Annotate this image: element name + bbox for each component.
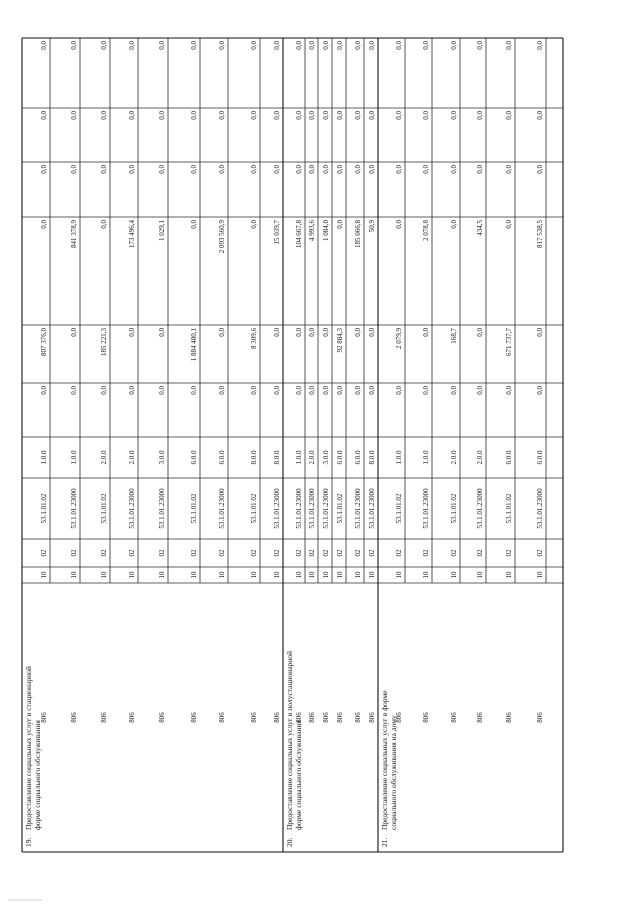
- value-col-1: 0,0: [322, 386, 330, 395]
- subsection-code: 02: [295, 549, 303, 557]
- value-col-3: 4 993,6: [308, 220, 316, 241]
- glav-code: 806: [190, 712, 198, 723]
- expense-type-code: 1.0.0: [422, 450, 430, 465]
- value-col-2: 168,7: [450, 328, 458, 344]
- value-col-1: 0,0: [450, 386, 458, 395]
- value-col-1: 0,0: [190, 386, 198, 395]
- section-code: 10: [395, 571, 403, 579]
- value-col-6: 0,0: [218, 41, 226, 50]
- value-col-1: 0,0: [308, 386, 316, 395]
- value-col-6: 0,0: [322, 41, 330, 50]
- value-col-6: 0,0: [100, 41, 108, 50]
- subsection-code: 02: [336, 549, 344, 557]
- expense-type-code: 6.0.0: [190, 450, 198, 465]
- value-col-3: 0,0: [100, 220, 108, 229]
- expense-type-code: 6.0.0: [336, 450, 344, 465]
- target-article-code: 53.1.01.02: [395, 493, 403, 524]
- value-col-1: 0,0: [354, 386, 362, 395]
- expense-type-code: 8.0.0: [368, 450, 376, 465]
- expense-type-code: 8.0.0: [250, 450, 258, 465]
- target-article-code: 53.1.01.02: [40, 493, 48, 524]
- expense-type-code: 6.0.0: [218, 450, 226, 465]
- value-col-6: 0,0: [70, 41, 78, 50]
- value-col-3: 817 538,5: [536, 220, 544, 248]
- target-article-code: 53.1.01.23000: [158, 488, 166, 529]
- section-code: 10: [368, 571, 376, 579]
- value-col-1: 0,0: [422, 386, 430, 395]
- section-code: 10: [536, 571, 544, 579]
- value-col-3: 173 496,4: [128, 220, 136, 248]
- value-col-6: 0,0: [395, 41, 403, 50]
- target-article-code: 53.1.01.23000: [295, 488, 303, 529]
- value-col-5: 0,0: [395, 111, 403, 120]
- value-col-2: 185 221,3: [100, 328, 108, 356]
- value-col-5: 0,0: [368, 111, 376, 120]
- value-col-2: 0,0: [422, 328, 430, 337]
- value-col-3: 1 084,0: [322, 220, 330, 241]
- glav-code: 806: [505, 712, 513, 723]
- glav-code: 806: [40, 712, 48, 723]
- section-title-line: Предоставление социальных услуг в стационарной: [24, 666, 33, 830]
- section-code: 10: [218, 571, 226, 579]
- target-article-code: 53.1.01.23000: [322, 488, 330, 529]
- expense-type-code: 3.0.0: [322, 450, 330, 465]
- value-col-1: 0,0: [273, 386, 281, 395]
- value-col-3: 0,0: [250, 220, 258, 229]
- value-col-6: 0,0: [336, 41, 344, 50]
- target-article-code: 53.1.01.23000: [354, 488, 362, 529]
- subsection-code: 02: [128, 549, 136, 557]
- value-col-4: 0,0: [250, 165, 258, 174]
- subsection-code: 02: [218, 549, 226, 557]
- value-col-1: 0,0: [40, 386, 48, 395]
- subsection-code: 02: [322, 549, 330, 557]
- value-col-5: 0,0: [273, 111, 281, 120]
- expense-type-code: 3.0.0: [158, 450, 166, 465]
- target-article-code: 53.1.01.23000: [368, 488, 376, 529]
- subsection-code: 02: [273, 549, 281, 557]
- glav-code: 806: [128, 712, 136, 723]
- section-title-line: Предоставление социальных услуг в форме: [380, 690, 389, 830]
- expense-type-code: 8.0.0: [273, 450, 281, 465]
- glav-code: 806: [100, 712, 108, 723]
- value-col-5: 0,0: [322, 111, 330, 120]
- value-col-4: 0,0: [354, 165, 362, 174]
- subsection-code: 02: [422, 549, 430, 557]
- value-col-5: 0,0: [505, 111, 513, 120]
- value-col-4: 0,0: [476, 165, 484, 174]
- value-col-6: 0,0: [476, 41, 484, 50]
- value-col-5: 0,0: [250, 111, 258, 120]
- value-col-6: 0,0: [450, 41, 458, 50]
- value-col-2: 807 376,0: [40, 328, 48, 356]
- value-col-6: 0,0: [158, 41, 166, 50]
- value-col-3: 841 378,9: [70, 220, 78, 248]
- value-col-2: 0,0: [354, 328, 362, 337]
- glav-code: 806: [536, 712, 544, 723]
- value-col-2: 0,0: [308, 328, 316, 337]
- subsection-code: 02: [250, 549, 258, 557]
- value-col-3: 15 039,7: [273, 220, 281, 245]
- value-col-4: 0,0: [190, 165, 198, 174]
- value-col-2: 92 884,3: [336, 328, 344, 353]
- expense-type-code: 6.0.0: [536, 450, 544, 465]
- glav-code: 806: [308, 712, 316, 723]
- section-code: 10: [336, 571, 344, 579]
- value-col-3: 104 667,8: [295, 220, 303, 248]
- target-article-code: 53.1.01.02: [450, 493, 458, 524]
- value-col-6: 0,0: [40, 41, 48, 50]
- value-col-6: 0,0: [368, 41, 376, 50]
- value-col-4: 0,0: [295, 165, 303, 174]
- glav-code: 806: [250, 712, 258, 723]
- value-col-4: 0,0: [273, 165, 281, 174]
- subsection-code: 02: [450, 549, 458, 557]
- value-col-3: 0,0: [190, 220, 198, 229]
- value-col-2: 0,0: [218, 328, 226, 337]
- section-code: 10: [422, 571, 430, 579]
- expense-type-code: 1.0.0: [295, 450, 303, 465]
- target-article-code: 53.1.01.23000: [273, 488, 281, 529]
- value-col-4: 0,0: [40, 165, 48, 174]
- value-col-1: 0,0: [505, 386, 513, 395]
- section-code: 10: [273, 571, 281, 579]
- value-col-1: 0,0: [158, 386, 166, 395]
- value-col-5: 0,0: [158, 111, 166, 120]
- value-col-6: 0,0: [190, 41, 198, 50]
- value-col-2: 0,0: [322, 328, 330, 337]
- target-article-code: 53.1.01.02: [336, 493, 344, 524]
- value-col-4: 0,0: [536, 165, 544, 174]
- subsection-code: 02: [536, 549, 544, 557]
- target-article-code: 53.1.01.23000: [476, 488, 484, 529]
- value-col-5: 0,0: [308, 111, 316, 120]
- value-col-1: 0,0: [100, 386, 108, 395]
- value-col-2: 8 309,6: [250, 328, 258, 349]
- value-col-5: 0,0: [70, 111, 78, 120]
- section-code: 10: [308, 571, 316, 579]
- expense-type-code: 2.0.0: [450, 450, 458, 465]
- value-col-3: 434,5: [476, 220, 484, 236]
- section-number: 21.: [380, 837, 389, 847]
- value-col-2: 1 884 480,1: [190, 328, 198, 362]
- value-col-3: 2 078,8: [422, 220, 430, 241]
- value-col-4: 0,0: [395, 165, 403, 174]
- section-code: 10: [100, 571, 108, 579]
- section-title-line: форме социального обслуживания: [294, 720, 303, 830]
- subsection-code: 02: [308, 549, 316, 557]
- section-code: 10: [322, 571, 330, 579]
- subsection-code: 02: [100, 549, 108, 557]
- value-col-3: 0,0: [336, 220, 344, 229]
- value-col-4: 0,0: [218, 165, 226, 174]
- value-col-6: 0,0: [295, 41, 303, 50]
- glav-code: 806: [422, 712, 430, 723]
- value-col-1: 0,0: [128, 386, 136, 395]
- value-col-4: 0,0: [336, 165, 344, 174]
- section-code: 10: [354, 571, 362, 579]
- target-article-code: 53.1.01.02: [100, 493, 108, 524]
- value-col-2: 0,0: [128, 328, 136, 337]
- value-col-6: 0,0: [273, 41, 281, 50]
- glav-code: 806: [450, 712, 458, 723]
- value-col-5: 0,0: [422, 111, 430, 120]
- glav-code: 806: [273, 712, 281, 723]
- value-col-1: 0,0: [395, 386, 403, 395]
- value-col-2: 0,0: [158, 328, 166, 337]
- section-code: 10: [450, 571, 458, 579]
- value-col-4: 0,0: [308, 165, 316, 174]
- value-col-5: 0,0: [536, 111, 544, 120]
- value-col-1: 0,0: [368, 386, 376, 395]
- value-col-6: 0,0: [308, 41, 316, 50]
- target-article-code: 53.1.01.23000: [128, 488, 136, 529]
- value-col-5: 0,0: [336, 111, 344, 120]
- target-article-code: 53.1.01.23000: [422, 488, 430, 529]
- value-col-4: 0,0: [450, 165, 458, 174]
- value-col-2: 0,0: [536, 328, 544, 337]
- expense-type-code: 1.0.0: [40, 450, 48, 465]
- value-col-5: 0,0: [190, 111, 198, 120]
- value-col-4: 0,0: [100, 165, 108, 174]
- value-col-2: 0,0: [368, 328, 376, 337]
- value-col-1: 0,0: [536, 386, 544, 395]
- glav-code: 806: [395, 712, 403, 723]
- target-article-code: 53.1.01.23000: [536, 488, 544, 529]
- section-number: 20.: [285, 837, 294, 847]
- value-col-4: 0,0: [128, 165, 136, 174]
- value-col-6: 0,0: [354, 41, 362, 50]
- target-article-code: 53.1.01.02: [190, 493, 198, 524]
- expense-type-code: 2.0.0: [476, 450, 484, 465]
- value-col-1: 0,0: [70, 386, 78, 395]
- glav-code: 806: [476, 712, 484, 723]
- value-col-5: 0,0: [354, 111, 362, 120]
- value-col-6: 0,0: [422, 41, 430, 50]
- value-col-5: 0,0: [100, 111, 108, 120]
- target-article-code: 53.1.01.23000: [308, 488, 316, 529]
- expense-type-code: 2.0.0: [128, 450, 136, 465]
- value-col-2: 0,0: [476, 328, 484, 337]
- value-col-1: 0,0: [218, 386, 226, 395]
- value-col-2: 0,0: [295, 328, 303, 337]
- target-article-code: 53.1.01.23000: [70, 488, 78, 529]
- value-col-4: 0,0: [505, 165, 513, 174]
- value-col-2: 0,0: [70, 328, 78, 337]
- value-col-4: 0,0: [422, 165, 430, 174]
- section-title-line: форме социального обслуживания: [33, 720, 42, 830]
- section-code: 10: [505, 571, 513, 579]
- value-col-5: 0,0: [476, 111, 484, 120]
- target-article-code: 53.1.01.02: [505, 493, 513, 524]
- value-col-3: 185 066,8: [354, 220, 362, 248]
- expense-type-code: 2.0.0: [308, 450, 316, 465]
- value-col-1: 0,0: [250, 386, 258, 395]
- value-col-6: 0,0: [128, 41, 136, 50]
- expense-type-code: 2.0.0: [100, 450, 108, 465]
- target-article-code: 53.1.01.23000: [218, 488, 226, 529]
- section-title-line: социального обслуживания на дому: [389, 715, 398, 830]
- expense-type-code: 1.0.0: [70, 450, 78, 465]
- section-number: 19.: [24, 837, 33, 847]
- section-code: 10: [476, 571, 484, 579]
- expense-type-code: 6.0.0: [354, 450, 362, 465]
- glav-code: 806: [70, 712, 78, 723]
- budget-table: [22, 38, 563, 852]
- subsection-code: 02: [40, 549, 48, 557]
- subsection-code: 02: [70, 549, 78, 557]
- value-col-4: 0,0: [70, 165, 78, 174]
- subsection-code: 02: [395, 549, 403, 557]
- subsection-code: 02: [476, 549, 484, 557]
- subsection-code: 02: [158, 549, 166, 557]
- value-col-4: 0,0: [322, 165, 330, 174]
- glav-code: 806: [322, 712, 330, 723]
- value-col-3: 1 029,1: [158, 220, 166, 241]
- section-code: 10: [250, 571, 258, 579]
- glav-code: 806: [354, 712, 362, 723]
- section-code: 10: [158, 571, 166, 579]
- value-col-2: 2 079,9: [395, 328, 403, 349]
- value-col-1: 0,0: [295, 386, 303, 395]
- glav-code: 806: [336, 712, 344, 723]
- value-col-5: 0,0: [450, 111, 458, 120]
- expense-type-code: 1.0.0: [395, 450, 403, 465]
- glav-code: 806: [218, 712, 226, 723]
- value-col-5: 0,0: [218, 111, 226, 120]
- value-col-3: 0,0: [450, 220, 458, 229]
- value-col-2: 0,0: [273, 328, 281, 337]
- value-col-6: 0,0: [505, 41, 513, 50]
- value-col-1: 0,0: [336, 386, 344, 395]
- section-code: 10: [40, 571, 48, 579]
- value-col-4: 0,0: [158, 165, 166, 174]
- value-col-3: 0,0: [40, 220, 48, 229]
- value-col-3: 50,9: [368, 220, 376, 233]
- section-code: 10: [70, 571, 78, 579]
- subsection-code: 02: [368, 549, 376, 557]
- section-title-line: Предоставление социальных услуг в полустационарной: [285, 650, 294, 830]
- section-code: 10: [190, 571, 198, 579]
- value-col-6: 0,0: [536, 41, 544, 50]
- value-col-5: 0,0: [128, 111, 136, 120]
- target-article-code: 53.1.01.02: [250, 493, 258, 524]
- value-col-5: 0,0: [40, 111, 48, 120]
- section-code: 10: [295, 571, 303, 579]
- subsection-code: 02: [505, 549, 513, 557]
- value-col-2: 671 737,7: [505, 328, 513, 356]
- glav-code: 806: [295, 712, 303, 723]
- glav-code: 806: [158, 712, 166, 723]
- value-col-5: 0,0: [295, 111, 303, 120]
- expense-type-code: 6.0.0: [505, 450, 513, 465]
- glav-code: 806: [368, 712, 376, 723]
- value-col-6: 0,0: [250, 41, 258, 50]
- value-col-3: 2 093 560,9: [218, 220, 226, 254]
- value-col-3: 0,0: [395, 220, 403, 229]
- subsection-code: 02: [354, 549, 362, 557]
- value-col-3: 0,0: [505, 220, 513, 229]
- value-col-4: 0,0: [368, 165, 376, 174]
- value-col-1: 0,0: [476, 386, 484, 395]
- subsection-code: 02: [190, 549, 198, 557]
- section-code: 10: [128, 571, 136, 579]
